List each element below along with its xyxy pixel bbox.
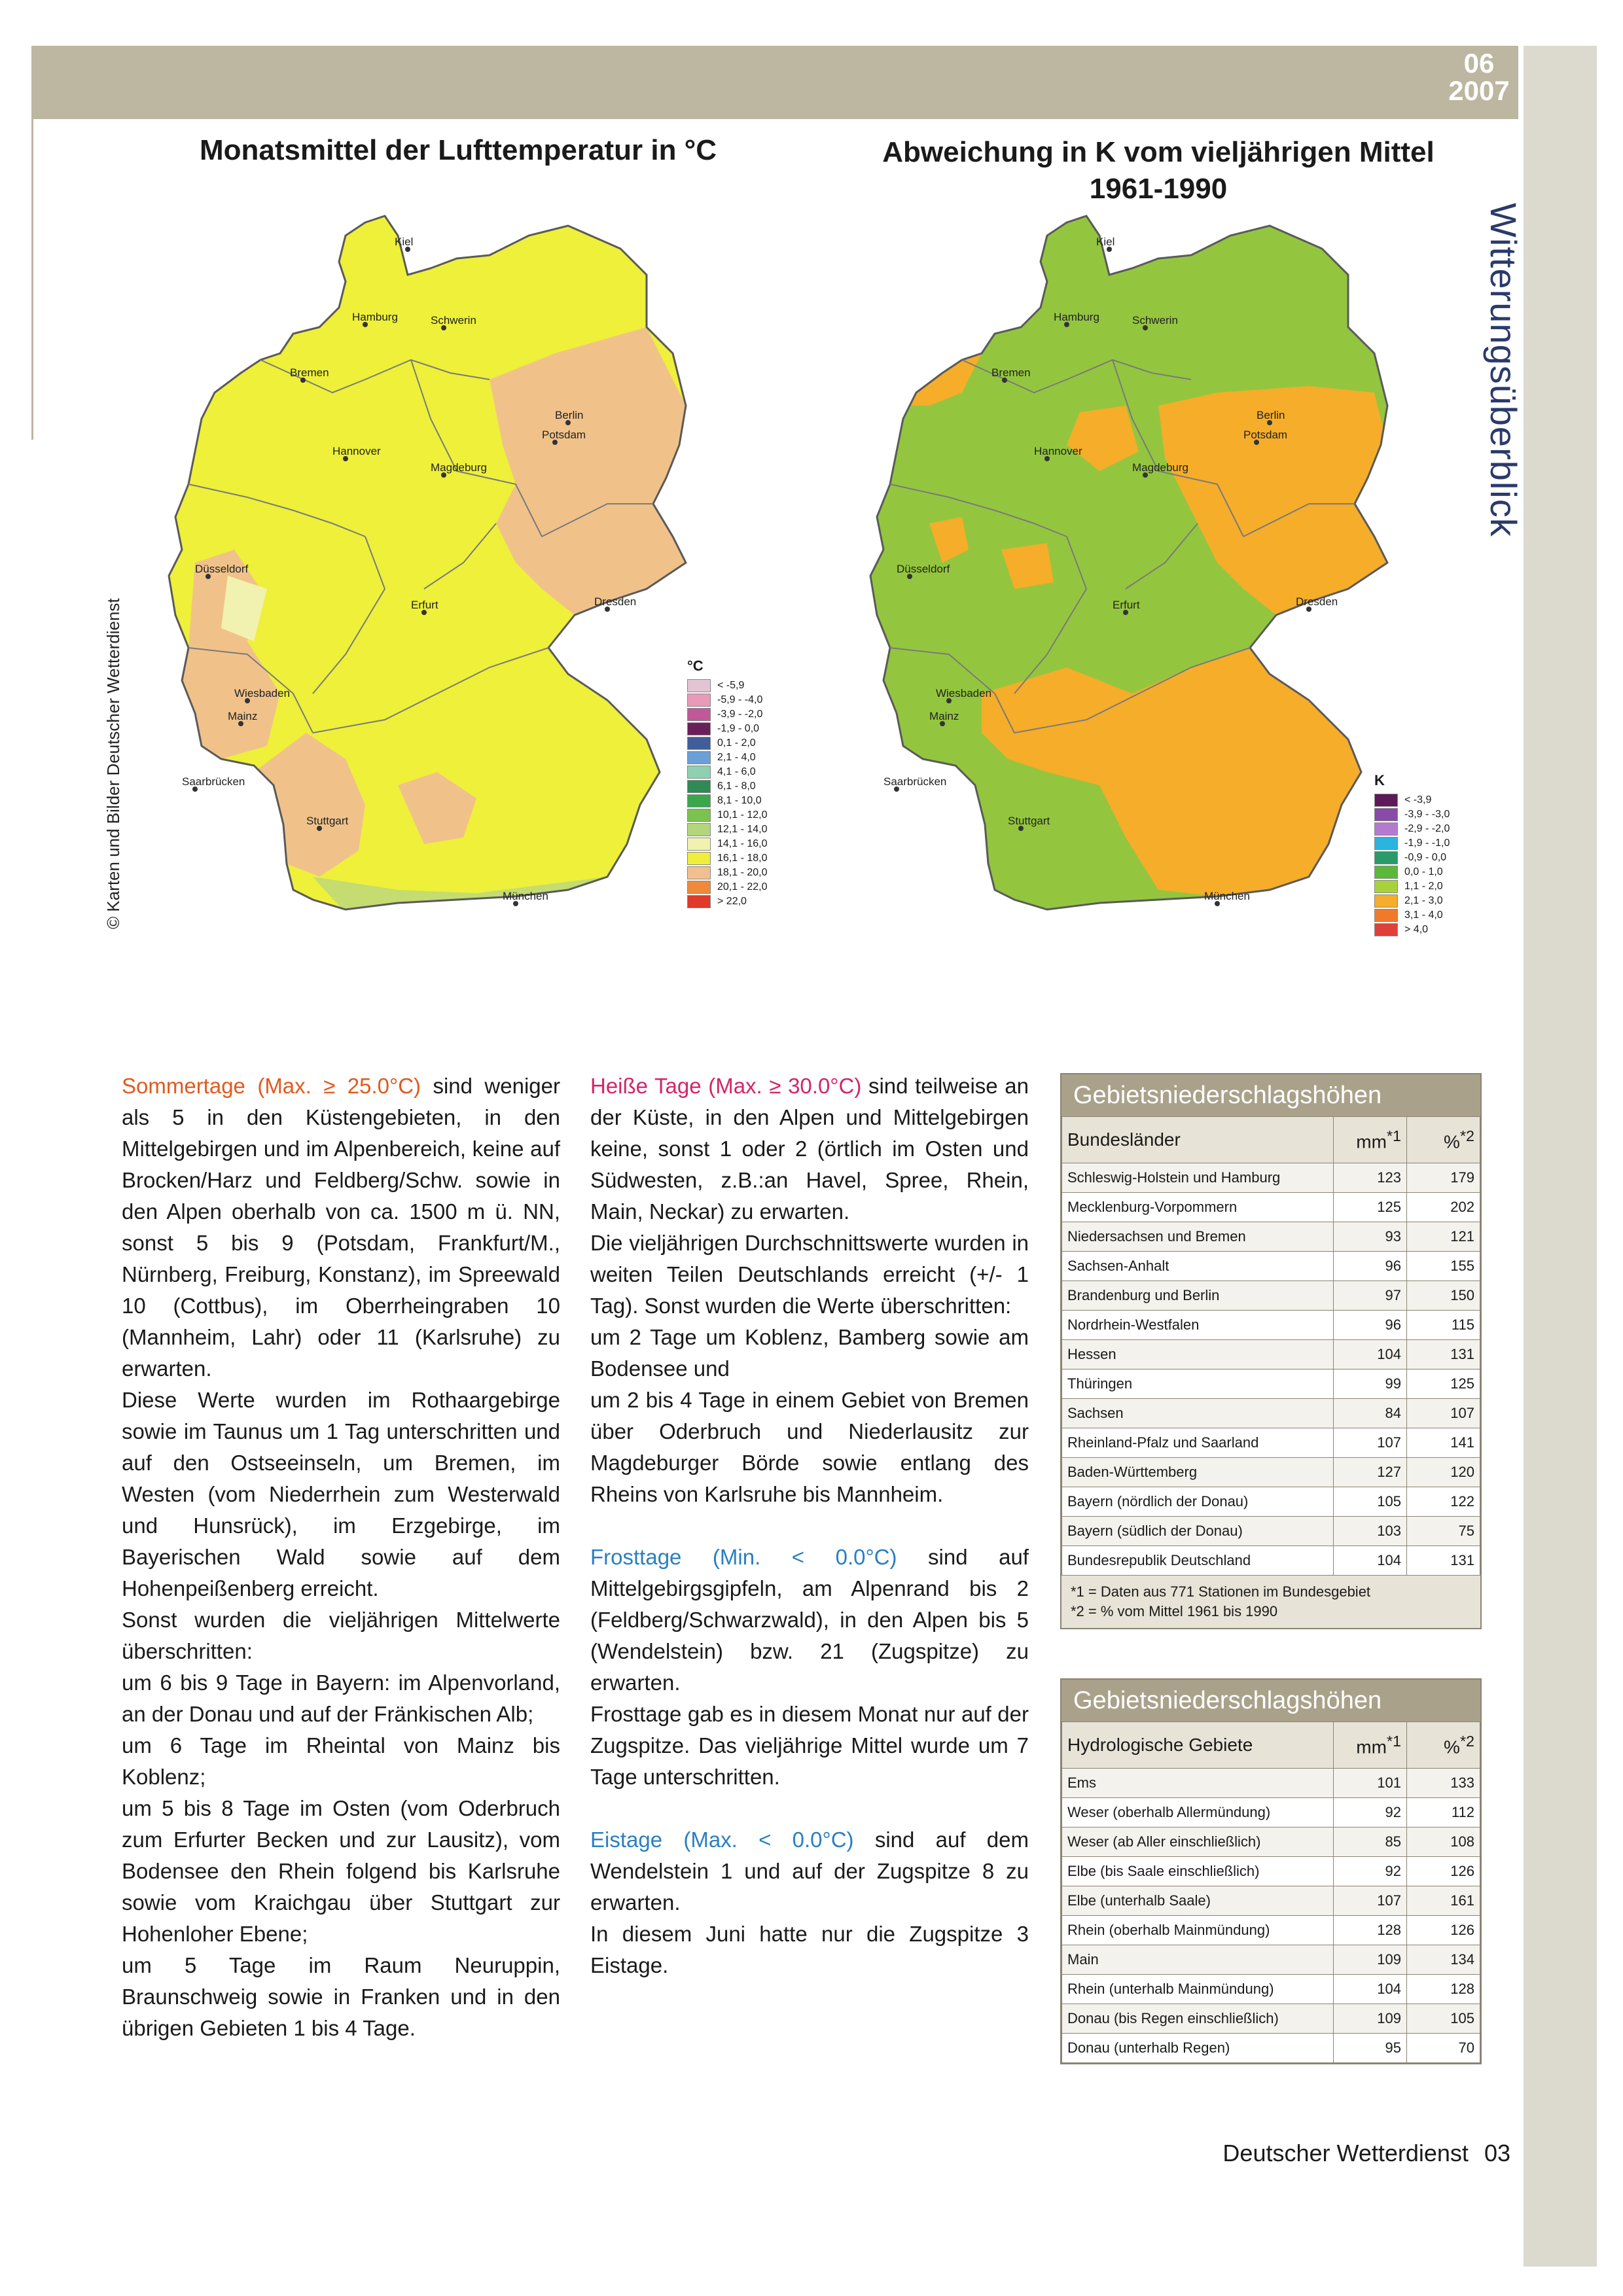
city-label: Erfurt <box>411 599 438 611</box>
legend-label: -1,9 - -1,0 <box>1404 838 1450 849</box>
table-cell-pct: 133 <box>1407 1769 1480 1798</box>
legend-item <box>687 707 768 722</box>
footnote-ref: *1 <box>1386 1127 1401 1144</box>
city-label: München <box>1204 890 1250 902</box>
column-header-pct <box>1407 1117 1480 1163</box>
table-row <box>1062 1487 1480 1517</box>
legend-swatch <box>1374 794 1398 807</box>
highlight-heisse-tage: Heiße Tage (Max. ≥ 30.0°C) <box>590 1074 862 1098</box>
deviation-legend <box>1374 772 1450 937</box>
highlight-sommertage: Sommertage (Max. ≥ 25.0°C) <box>122 1074 421 1098</box>
legend-label: -1,9 - 0,0 <box>717 723 760 734</box>
table-cell-mm: 125 <box>1334 1193 1407 1222</box>
temperature-map <box>149 196 725 981</box>
unit-mm: mm <box>1356 1737 1387 1757</box>
table-cell-pct: 121 <box>1407 1222 1480 1252</box>
legend-swatch <box>687 722 711 735</box>
text-column-1 <box>122 1070 560 2044</box>
legend-swatch <box>687 852 711 865</box>
table-cell-pct: 128 <box>1407 1975 1480 2004</box>
legend-label: -3,9 - -3,0 <box>1404 809 1450 820</box>
highlight-frosttage: Frosttage (Min. < 0.0°C) <box>590 1545 897 1569</box>
legend-swatch <box>1374 923 1398 936</box>
table-cell-name: Sachsen <box>1062 1399 1334 1428</box>
table-cell-pct: 126 <box>1407 1916 1480 1945</box>
table-row <box>1062 1252 1480 1281</box>
column-header-mm <box>1334 1722 1407 1769</box>
table-cell-name: Main <box>1062 1945 1334 1975</box>
table-cell-name: Bayern (nördlich der Donau) <box>1062 1487 1334 1517</box>
table-cell-pct: 122 <box>1407 1487 1480 1517</box>
table-cell-name: Bundesrepublik Deutschland <box>1062 1546 1334 1576</box>
legend-item <box>687 851 768 866</box>
paragraph-eistage <box>590 1824 1029 1918</box>
city-label: Erfurt <box>1113 599 1140 611</box>
unit-percent: % <box>1444 1737 1460 1757</box>
legend-item <box>1374 923 1450 937</box>
city-label: Saarbrücken <box>182 775 245 788</box>
table-row <box>1062 1222 1480 1252</box>
legend-item <box>687 779 768 794</box>
city-label: Stuttgart <box>1008 815 1050 827</box>
table-cell-mm: 93 <box>1334 1222 1407 1252</box>
table-row <box>1062 1916 1480 1945</box>
table-cell-name: Nordrhein-Westfalen <box>1062 1311 1334 1340</box>
legend-swatch <box>687 866 711 879</box>
legend-label: 2,1 - 4,0 <box>717 752 756 763</box>
table-cell-name: Hessen <box>1062 1340 1334 1369</box>
city-label: Wiesbaden <box>936 687 992 699</box>
legend-item <box>687 822 768 837</box>
table-row <box>1062 2034 1480 2063</box>
city-label: Kiel <box>395 236 414 248</box>
city-label: Dresden <box>1296 595 1338 608</box>
table-row <box>1062 1975 1480 2004</box>
legend-label: -2,9 - -2,0 <box>1404 823 1450 834</box>
paragraph: um 2 bis 4 Tage in einem Gebiet von Bremen über Oderbruch und Niederlausitz zur Magdeburger Börde sowie entlang des Rheins von Karlsruhe bis Mannheim. <box>590 1388 1029 1506</box>
table-cell-mm: 99 <box>1334 1369 1407 1399</box>
legend-swatch <box>687 766 711 779</box>
legend-item <box>687 722 768 736</box>
city-label: München <box>503 890 548 902</box>
issue-month: 06 <box>1463 48 1495 79</box>
city-label: Stuttgart <box>306 815 349 827</box>
table-cell-name: Weser (oberhalb Allermündung) <box>1062 1798 1334 1828</box>
city-label: Bremen <box>290 366 329 379</box>
legend-swatch <box>687 823 711 836</box>
table-cell-mm: 109 <box>1334 1945 1407 1975</box>
precipitation-table-states <box>1060 1073 1482 1629</box>
paragraph-sommertage <box>122 1070 560 1385</box>
legend-label: 3,1 - 4,0 <box>1404 910 1443 921</box>
table-row <box>1062 1193 1480 1222</box>
table-row <box>1062 2004 1480 2034</box>
legend-item <box>687 736 768 751</box>
city-label: Bremen <box>991 366 1031 379</box>
city-label: Berlin <box>555 409 584 421</box>
table-cell-name: Schleswig-Holstein und Hamburg <box>1062 1163 1334 1193</box>
table-cell-pct: 126 <box>1407 1857 1480 1886</box>
legend-label: 20,1 - 22,0 <box>717 881 768 892</box>
legend-swatch <box>1374 894 1398 908</box>
legend-item <box>687 794 768 808</box>
footer-publisher: Deutscher Wetterdienst <box>1222 2140 1469 2166</box>
legend-label: 0,0 - 1,0 <box>1404 866 1443 877</box>
legend-label: > 22,0 <box>717 896 747 907</box>
table-cell-pct: 125 <box>1407 1369 1480 1399</box>
table-cell-name: Weser (ab Aller einschließlich) <box>1062 1828 1334 1857</box>
unit-mm: mm <box>1356 1131 1387 1152</box>
city-label: Mainz <box>929 710 959 722</box>
table-cell-mm: 107 <box>1334 1886 1407 1916</box>
temperature-legend <box>687 658 768 909</box>
table-cell-pct: 134 <box>1407 1945 1480 1975</box>
table-cell-mm: 95 <box>1334 2034 1407 2063</box>
table-cell-pct: 120 <box>1407 1458 1480 1487</box>
legend-swatch <box>687 895 711 908</box>
legend-swatch <box>687 679 711 692</box>
table-cell-mm: 92 <box>1334 1857 1407 1886</box>
table-cell-mm: 104 <box>1334 1340 1407 1369</box>
column-header-mm <box>1334 1117 1407 1163</box>
table-cell-pct: 161 <box>1407 1886 1480 1916</box>
table-cell-name: Niedersachsen und Bremen <box>1062 1222 1334 1252</box>
legend-swatch <box>1374 822 1398 836</box>
legend-label: 16,1 - 18,0 <box>717 853 768 864</box>
text-column-2 <box>590 1070 1029 1981</box>
table-row <box>1062 1798 1480 1828</box>
table-cell-pct: 112 <box>1407 1798 1480 1828</box>
table-cell-name: Rhein (oberhalb Mainmündung) <box>1062 1916 1334 1945</box>
city-label: Potsdam <box>1243 429 1288 441</box>
legend-label: 18,1 - 20,0 <box>717 867 768 878</box>
legend-swatch <box>687 881 711 894</box>
table-cell-name: Sachsen-Anhalt <box>1062 1252 1334 1281</box>
city-label: Hannover <box>1034 445 1082 457</box>
table-cell-mm: 96 <box>1334 1252 1407 1281</box>
paragraph: Sonst wurden die vieljährigen Mittelwerte überschritten: <box>122 1608 560 1663</box>
left-map-title: Monatsmittel der Lufttemperatur in °C <box>199 134 717 166</box>
legend-swatch <box>687 780 711 793</box>
city-label: Berlin <box>1257 409 1285 421</box>
city-label: Magdeburg <box>431 461 488 474</box>
city-label: Wiesbaden <box>234 687 291 699</box>
city-label: Mainz <box>228 710 258 722</box>
city-label: Hamburg <box>352 311 398 323</box>
table-cell-name: Baden-Württemberg <box>1062 1458 1334 1487</box>
table-cell-pct: 155 <box>1407 1252 1480 1281</box>
table-row <box>1062 1458 1480 1487</box>
table-row <box>1062 1828 1480 1857</box>
table-cell-mm: 84 <box>1334 1399 1407 1428</box>
table-cell-mm: 97 <box>1334 1281 1407 1311</box>
legend-item <box>687 894 768 909</box>
paragraph: um 5 bis 8 Tage im Osten (vom Oderbruch zum Erfurter Becken und zur Lausitz), vom Bodensee den Rhein folgend bis Karlsruhe sowie vom Kraichgau über Stuttgart zur Hohenloher Ebene; <box>122 1796 560 1946</box>
city-label: Düsseldorf <box>897 563 950 575</box>
column-header-label: Bundesländer <box>1062 1117 1334 1163</box>
table-cell-pct: 131 <box>1407 1340 1480 1369</box>
legend-swatch <box>687 794 711 807</box>
legend-label: < -5,9 <box>717 680 745 691</box>
legend-title: K <box>1374 772 1385 788</box>
legend-item <box>1374 807 1450 822</box>
legend-item <box>687 866 768 880</box>
section-title: Witterungsüberblick <box>1483 203 1524 537</box>
city-label: Schwerin <box>1132 314 1178 327</box>
footnote-ref: *2 <box>1459 1732 1474 1750</box>
legend-item <box>687 679 768 693</box>
table-row <box>1062 1886 1480 1916</box>
table-title: Gebietsniederschlagshöhen <box>1061 1074 1480 1116</box>
footnote-2: *2 = % vom Mittel 1961 bis 1990 <box>1071 1603 1278 1619</box>
legend-swatch <box>1374 880 1398 893</box>
footnote-ref: *2 <box>1459 1127 1474 1144</box>
paragraph: um 5 Tage im Raum Neuruppin, Braunschweig sowie in Franken und in den übrigen Gebieten 1 bis 4 Tage. <box>122 1953 560 2040</box>
table-cell-name: Bayern (südlich der Donau) <box>1062 1517 1334 1546</box>
city-label: Schwerin <box>431 314 476 327</box>
left-rule <box>31 119 33 440</box>
precipitation-table-basins <box>1060 1678 1482 2064</box>
legend-label: 6,1 - 8,0 <box>717 781 756 792</box>
legend-label: 1,1 - 2,0 <box>1404 881 1443 892</box>
legend-label: 8,1 - 10,0 <box>717 795 762 806</box>
table-row <box>1062 1163 1480 1193</box>
table-row <box>1062 1517 1480 1546</box>
deviation-map <box>851 196 1427 981</box>
legend-item <box>687 808 768 822</box>
table-row <box>1062 1945 1480 1975</box>
table-header-row <box>1062 1117 1480 1163</box>
legend-label: 10,1 - 12,0 <box>717 809 768 821</box>
right-map-title-line1: Abweichung in K vom vieljährigen Mittel <box>882 136 1435 168</box>
legend-label: 12,1 - 14,0 <box>717 824 768 835</box>
issue-label <box>1443 50 1515 105</box>
legend-item <box>687 751 768 765</box>
table-cell-name: Elbe (bis Saale einschließlich) <box>1062 1857 1334 1886</box>
table-row <box>1062 1428 1480 1458</box>
table-row <box>1062 1369 1480 1399</box>
table-cell-name: Donau (unterhalb Regen) <box>1062 2034 1334 2063</box>
table-cell-name: Mecklenburg-Vorpommern <box>1062 1193 1334 1222</box>
legend-label: -3,9 - -2,0 <box>717 709 763 720</box>
table-cell-name: Rheinland-Pfalz und Saarland <box>1062 1428 1334 1458</box>
table-title: Gebietsniederschlagshöhen <box>1061 1680 1480 1722</box>
column-header-label: Hydrologische Gebiete <box>1062 1722 1334 1769</box>
legend-item <box>1374 879 1450 894</box>
legend-swatch <box>1374 851 1398 864</box>
legend-swatch <box>1374 866 1398 879</box>
table-cell-mm: 101 <box>1334 1769 1407 1798</box>
legend-item <box>687 837 768 851</box>
table-cell-mm: 109 <box>1334 2004 1407 2034</box>
legend-label: 0,1 - 2,0 <box>717 737 756 749</box>
paragraph: um 6 bis 9 Tage in Bayern: im Alpenvorland, an der Donau und auf der Fränkischen Alb; <box>122 1670 560 1726</box>
city-label: Saarbrücken <box>883 775 947 788</box>
table-cell-pct: 179 <box>1407 1163 1480 1193</box>
issue-year: 2007 <box>1448 75 1510 106</box>
image-credit: © Karten und Bilder Deutscher Wetterdienst <box>103 598 123 929</box>
table-cell-mm: 104 <box>1334 1975 1407 2004</box>
table-cell-name: Thüringen <box>1062 1369 1334 1399</box>
paragraph-frosttage <box>590 1542 1029 1699</box>
highlight-eistage: Eistage (Max. < 0.0°C) <box>590 1828 854 1852</box>
table-cell-pct: 107 <box>1407 1399 1480 1428</box>
page-footer <box>1222 2140 1510 2167</box>
table-cell-pct: 108 <box>1407 1828 1480 1857</box>
legend-item <box>1374 894 1450 908</box>
city-label: Düsseldorf <box>195 563 249 575</box>
legend-swatch <box>687 737 711 750</box>
table-cell-pct: 202 <box>1407 1193 1480 1222</box>
table-cell-mm: 123 <box>1334 1163 1407 1193</box>
city-label: Magdeburg <box>1132 461 1189 474</box>
city-label: Kiel <box>1096 236 1115 248</box>
table-cell-pct: 115 <box>1407 1311 1480 1340</box>
legend-label: < -3,9 <box>1404 794 1432 805</box>
legend-item <box>1374 865 1450 879</box>
table-cell-mm: 103 <box>1334 1517 1407 1546</box>
table-row <box>1062 1281 1480 1311</box>
footnote-ref: *1 <box>1386 1732 1401 1750</box>
table-cell-mm: 104 <box>1334 1546 1407 1576</box>
text-heisse-tage: sind teilweise an der Küste, in den Alpen und Mittelgebirgen keine, sonst 1 oder 2 (örtlich im Osten und Südwesten, z.B.:an Havel, Spree, Rhein, Main, Neckar) zu erwarten. <box>590 1074 1029 1224</box>
legend-item <box>1374 836 1450 851</box>
legend-swatch <box>687 694 711 707</box>
table-cell-mm: 107 <box>1334 1428 1407 1458</box>
table-cell-pct: 131 <box>1407 1546 1480 1576</box>
table-cell-mm: 127 <box>1334 1458 1407 1487</box>
city-label: Hamburg <box>1054 311 1099 323</box>
legend-swatch <box>687 708 711 721</box>
table-cell-name: Ems <box>1062 1769 1334 1798</box>
text-sommertage: sind weniger als 5 in den Küstengebieten, in den Mittelgebirgen und im Alpenbereich, keine auf Brocken/Harz und Feldberg/Schw. sowie in den Alpen oberhalb von ca. 1500 m ü. NN, sonst 5 bis 9 (Potsdam, Frankfurt/M., Nürnberg, Freiburg, Konstanz), im Spreewald 10 (Cottbus), im Oberrheingraben 10 (Mannheim, Lahr) oder 11 (Karlsruhe) zu erwarten. <box>122 1074 560 1381</box>
table-row <box>1062 1311 1480 1340</box>
table-cell-mm: 128 <box>1334 1916 1407 1945</box>
right-map-title-line2: 1961-1990 <box>1089 173 1228 205</box>
paragraph-heisse-tage <box>590 1070 1029 1227</box>
legend-swatch <box>687 809 711 822</box>
legend-item <box>1374 793 1450 807</box>
table-row <box>1062 1340 1480 1369</box>
city-label: Hannover <box>332 445 381 457</box>
page-number: 03 <box>1484 2140 1510 2166</box>
legend-item <box>687 765 768 779</box>
text-eistage: sind auf dem Wendelstein 1 und auf der Zugspitze 8 zu erwarten. <box>590 1828 1029 1915</box>
table-header-row <box>1062 1722 1480 1769</box>
city-label: Dresden <box>594 595 637 608</box>
table-footnotes <box>1061 1576 1480 1628</box>
table-cell-pct: 141 <box>1407 1428 1480 1458</box>
table-cell-name: Rhein (unterhalb Mainmündung) <box>1062 1975 1334 2004</box>
legend-item <box>687 880 768 894</box>
legend-label: > 4,0 <box>1404 924 1429 935</box>
paragraph: In diesem Juni hatte nur die Zugspitze 3 Eistage. <box>590 1922 1029 1977</box>
legend-label: -5,9 - -4,0 <box>717 694 763 705</box>
text-frosttage: sind auf Mittelgebirgsgipfeln, am Alpenrand bis 2 (Feldberg/Schwarzwald), in den Alpen bis 5 (Wendelstein) bzw. 21 (Zugspitze) zu erwarten. <box>590 1545 1029 1695</box>
table-cell-pct: 75 <box>1407 1517 1480 1546</box>
paragraph: Diese Werte wurden im Rothaargebirge sowie im Taunus um 1 Tag unterschritten und auf den Ostseeinseln, um Bremen, im Westen (vom Niederrhein zum Westerwald und Hunsrück), im Erzgebirge, im Bayerischen Wald sowie auf dem Hohenpeißenberg erreicht. <box>122 1388 560 1600</box>
paragraph: Die vieljährigen Durchschnittswerte wurden in weiten Teilen Deutschlands erreicht (+/- 1 Tag). Sonst wurden die Werte überschritten: <box>590 1231 1029 1318</box>
legend-swatch <box>1374 837 1398 850</box>
footnote-1: *1 = Daten aus 771 Stationen im Bundesgebiet <box>1071 1583 1371 1600</box>
legend-item <box>1374 908 1450 923</box>
legend-label: 2,1 - 3,0 <box>1404 895 1443 906</box>
table-cell-name: Donau (bis Regen einschließlich) <box>1062 2004 1334 2034</box>
legend-swatch <box>1374 909 1398 922</box>
table-row <box>1062 1769 1480 1798</box>
column-header-pct <box>1407 1722 1480 1769</box>
table-cell-mm: 105 <box>1334 1487 1407 1517</box>
table-cell-pct: 105 <box>1407 2004 1480 2034</box>
city-label: Potsdam <box>542 429 586 441</box>
table-row <box>1062 1546 1480 1576</box>
table-cell-pct: 150 <box>1407 1281 1480 1311</box>
legend-label: 4,1 - 6,0 <box>717 766 756 777</box>
paragraph: Frosttage gab es in diesem Monat nur auf der Zugspitze. Das vieljährige Mittel wurde um 7 Tage unterschritten. <box>590 1702 1029 1789</box>
legend-item <box>1374 851 1450 865</box>
table-cell-mm: 85 <box>1334 1828 1407 1857</box>
legend-label: 14,1 - 16,0 <box>717 838 768 849</box>
legend-swatch <box>1374 808 1398 821</box>
unit-percent: % <box>1444 1131 1460 1152</box>
table-cell-pct: 70 <box>1407 2034 1480 2063</box>
table-cell-mm: 92 <box>1334 1798 1407 1828</box>
legend-item <box>687 693 768 707</box>
legend-swatch <box>687 751 711 764</box>
legend-title: °C <box>687 658 704 674</box>
table-cell-name: Brandenburg und Berlin <box>1062 1281 1334 1311</box>
table-row <box>1062 1857 1480 1886</box>
legend-item <box>1374 822 1450 836</box>
legend-label: -0,9 - 0,0 <box>1404 852 1447 863</box>
paragraph: um 6 Tage im Rheintal von Mainz bis Koblenz; <box>122 1733 560 1789</box>
paragraph: um 2 Tage um Koblenz, Bamberg sowie am Bodensee und <box>590 1325 1029 1381</box>
table-cell-name: Elbe (unterhalb Saale) <box>1062 1886 1334 1916</box>
table-row <box>1062 1399 1480 1428</box>
header-band <box>31 46 1518 119</box>
side-strip <box>1524 46 1597 2267</box>
legend-swatch <box>687 838 711 851</box>
table-cell-mm: 96 <box>1334 1311 1407 1340</box>
